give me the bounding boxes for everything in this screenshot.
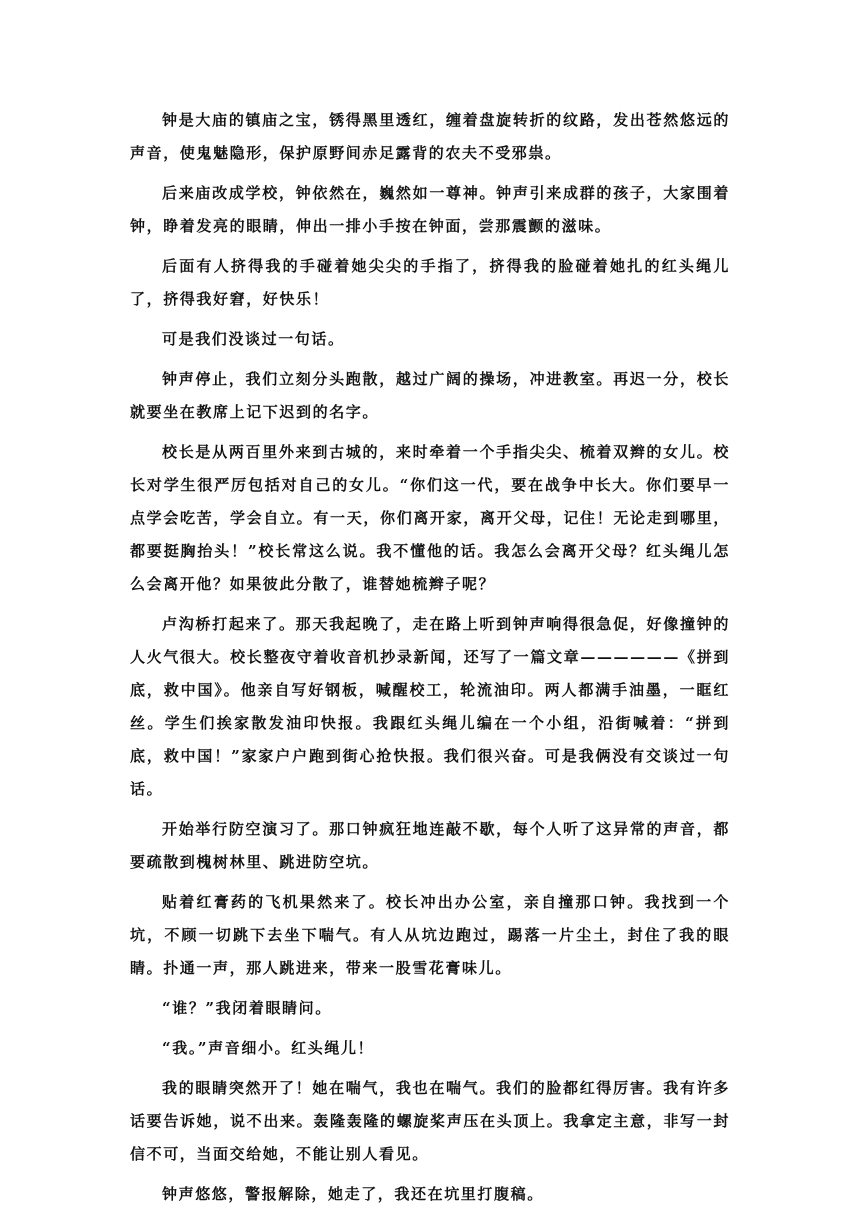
paragraph: 钟声停止，我们立刻分头跑散，越过广阔的操场，冲进教室。再迟一分，校长就要坐在教席上记下迟到的名字。 [130,370,730,421]
paragraph: 钟是大庙的镇庙之宝，锈得黑里透红，缠着盘旋转折的纹路，发出苍然悠远的声音，使鬼魅隐形，保护原野间赤足露背的农夫不受邪祟。 [130,111,730,162]
paragraph: 钟声悠悠，警报解除，她走了，我还在坑里打腹稿。 [162,1185,544,1203]
paragraph: 开始举行防空演习了。那口钟疯狂地连敲不歇，每个人听了这异常的声音，都要疏散到槐树林里、跳进防空坑。 [130,820,730,871]
paragraph: 可是我们没谈过一句话。 [162,330,345,348]
paragraph: 后面有人挤得我的手碰着她尖尖的手指了，挤得我的脸碰着她扎的红头绳儿了，挤得我好窘，好快乐！ [130,257,730,308]
paragraph: 我的眼睛突然开了！她在喘气，我也在喘气。我们的脸都红得厉害。我有许多话要告诉她，说不出来。轰隆轰隆的螺旋桨声压在头顶上。我拿定主意，非写一封信不可，当面交给她，不能让别人看见。 [130,1079,730,1163]
paragraph: 贴着红膏药的飞机果然来了。校长冲出办公室，亲自撞那口钟。我找到一个坑，不顾一切跳下去坐下喘气。有人从坑边跑过，踢落一片尘土，封住了我的眼睛。扑通一声，那人跳进来，带来一股雪花膏味儿。 [130,893,730,977]
paragraph: “我。”声音细小。红头绳儿！ [162,1039,375,1057]
paragraph: “谁？”我闭着眼睛问。 [162,999,332,1017]
paragraph: 后来庙改成学校，钟依然在，巍然如一尊神。钟声引来成群的孩子，大家围着钟，睁着发亮的眼睛，伸出一排小手按在钟面，尝那震颤的滋味。 [130,184,730,235]
paragraph: 校长是从两百里外来到古城的，来时牵着一个手指尖尖、梳着双辫的女儿。校长对学生很严厉包括对自己的女儿。“你们这一代，要在战争中长大。你们要早一点学会吃苦，学会自立。有一天，你们离开家，离开父母，记住！无论走到哪里，都要挺胸抬头！”校长常这么说。我不懂他的话。我怎么会离开父母？红头绳儿怎么会离开他？如果彼此分散了，谁替她梳辫子呢？ [130,443,730,593]
paragraph: 卢沟桥打起来了。那天我起晚了，走在路上听到钟声响得很急促，好像撞钟的人火气很大。校长整夜守着收音机抄录新闻，还写了一篇文章——————《拼到底，救中国》。他亲自写好钢板，喊醒校工，轮流油印。两人都满手油墨，一眶红丝。学生们挨家散发油印快报。我跟红头绳儿编在一个小组，沿街喊着：“拼到底，救中国！”家家户户跑到街心抢快报。我们很兴奋。可是我俩没有交谈过一句话。 [130,615,730,798]
